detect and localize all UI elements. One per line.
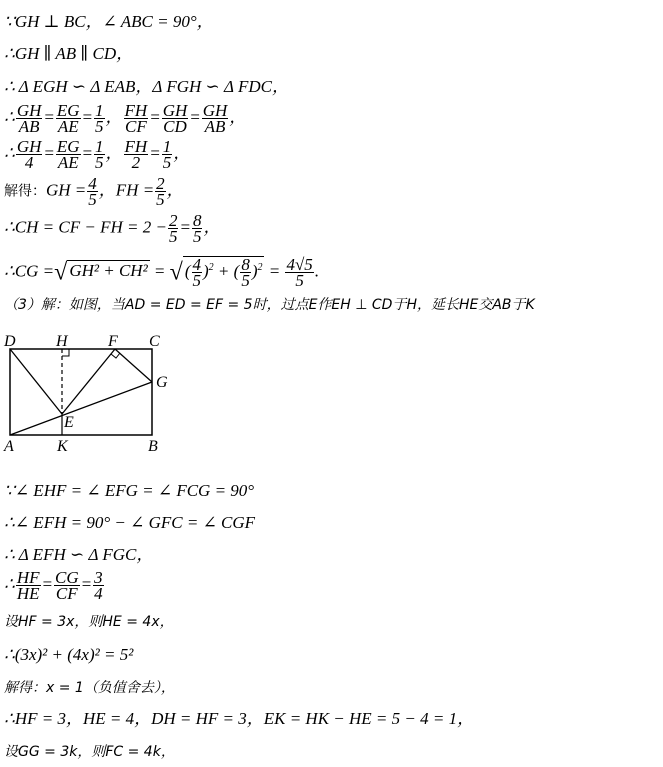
sqrt-expression: ( $\frac{4}{5}$ )$^2$ + ( $\frac{8}{5}$ )$^2$ bbox=[184, 255, 263, 290]
sqrt-expression: GH² + CH² bbox=[69, 261, 148, 281]
fraction: $\frac{GH}{CD}$ bbox=[162, 101, 188, 136]
line-18: 设GG = 3k，则FC = 4k， bbox=[4, 744, 175, 760]
line-3: ∴ Δ EGH ∽ Δ EAB，Δ FGH ∽ Δ FDC， bbox=[4, 77, 289, 96]
label-k: K bbox=[57, 438, 68, 455]
line-4: ∴ $\frac{GH}{AB}$ = $\frac{EG}{AE}$ = $\frac{1}{5}$ ， $\frac{FH}{CF}$ = $\frac{GH}{CD}$ = $\frac{GH}{AB}$ ， bbox=[4, 101, 247, 136]
label-f: F bbox=[108, 333, 118, 350]
line-1: ∵GH ⊥ BC，∠ ABC = 90°， bbox=[4, 12, 214, 31]
fraction: $\frac{2}{5}$ bbox=[156, 174, 165, 209]
rectangle-abcd bbox=[10, 349, 152, 435]
label-h: H bbox=[56, 333, 68, 350]
line-14: 设HF = 3x，则HE = 4x， bbox=[4, 614, 174, 630]
fraction: $\frac{HF}{HE}$ bbox=[16, 568, 40, 603]
fraction: $\frac{1}{5}$ bbox=[95, 137, 104, 172]
line-2: ∴GH ∥ AB ∥ CD， bbox=[4, 44, 134, 63]
fraction: $\frac{CG}{CF}$ bbox=[54, 568, 79, 603]
fraction: $\frac{EG}{AE}$ bbox=[56, 101, 80, 136]
segment-de bbox=[10, 349, 62, 414]
line-5: ∴ $\frac{GH}{4}$ = $\frac{EG}{AE}$ = $\frac{1}{5}$ ， $\frac{FH}{2}$ = $\frac{1}{5}$ ， bbox=[4, 137, 191, 172]
fraction: $\frac{4}{5}$ bbox=[88, 174, 97, 209]
label-e: E bbox=[64, 414, 74, 431]
fraction: $\frac{GH}{AB}$ bbox=[16, 101, 42, 136]
line-13: ∴ $\frac{HF}{HE}$ = $\frac{CG}{CF}$ = $\frac{3}{4}$ bbox=[4, 568, 103, 603]
fraction: $\frac{1}{5}$ bbox=[162, 137, 172, 172]
fraction: $\frac{1}{5}$ bbox=[95, 101, 104, 136]
label-b: B bbox=[148, 438, 158, 455]
line-9: （3）解：如图，当AD = ED = EF = 5时，过点E作EH ⊥ CD于H，延长HE交AB于K bbox=[4, 297, 535, 313]
line-7: ∴CH = CF − FH = 2 − $\frac{2}{5}$ = $\frac{8}{5}$ ， bbox=[4, 211, 221, 246]
fraction: $\frac{2}{5}$ bbox=[168, 211, 178, 246]
fraction: $\frac{EG}{AE}$ bbox=[56, 137, 80, 172]
segment-fg bbox=[115, 349, 152, 382]
segment-ef bbox=[62, 349, 115, 414]
fraction: $\frac{FH}{2}$ bbox=[124, 137, 148, 172]
line-12: ∴ Δ EFH ∽ Δ FGC， bbox=[4, 545, 154, 564]
label-c: C bbox=[149, 333, 160, 350]
fraction: $\frac{GH}{AB}$ bbox=[202, 101, 228, 136]
fraction: $\frac{FH}{CF}$ bbox=[124, 101, 148, 136]
line-15: ∴(3x)² + (4x)² = 5² bbox=[4, 645, 134, 664]
line-8: ∴CG =√ GH² + CH² = √ ( $\frac{4}{5}$ )$^2$ + ( $\frac{8}{5}$ )$^2$ = $\frac{4√5}{5}$ . bbox=[4, 255, 320, 290]
geometry-figure bbox=[0, 330, 200, 455]
line-16: 解得：x = 1（负值舍去）， bbox=[4, 680, 175, 696]
label-a: A bbox=[4, 438, 14, 455]
right-angle-f bbox=[111, 353, 120, 358]
label-d: D bbox=[4, 333, 16, 350]
fraction: $\frac{8}{5}$ bbox=[192, 211, 202, 246]
label-g: G bbox=[156, 374, 168, 391]
line-11: ∴∠ EFH = 90° − ∠ GFC = ∠ CGF bbox=[4, 513, 256, 532]
line-6: 解得：GH = $\frac{4}{5}$ ，FH = $\frac{2}{5}$ ， bbox=[4, 174, 184, 209]
line-10: ∵∠ EHF = ∠ EFG = ∠ FCG = 90° bbox=[4, 481, 255, 500]
fraction: $\frac{4√5}{5}$ bbox=[286, 255, 313, 290]
fraction: $\frac{3}{4}$ bbox=[94, 568, 103, 603]
right-angle-h bbox=[62, 349, 69, 356]
fraction: $\frac{GH}{4}$ bbox=[16, 137, 42, 172]
line-17: ∴HF = 3，HE = 4，DH = HF = 3，EK = HK − HE = 5 − 4 = 1， bbox=[4, 709, 475, 728]
